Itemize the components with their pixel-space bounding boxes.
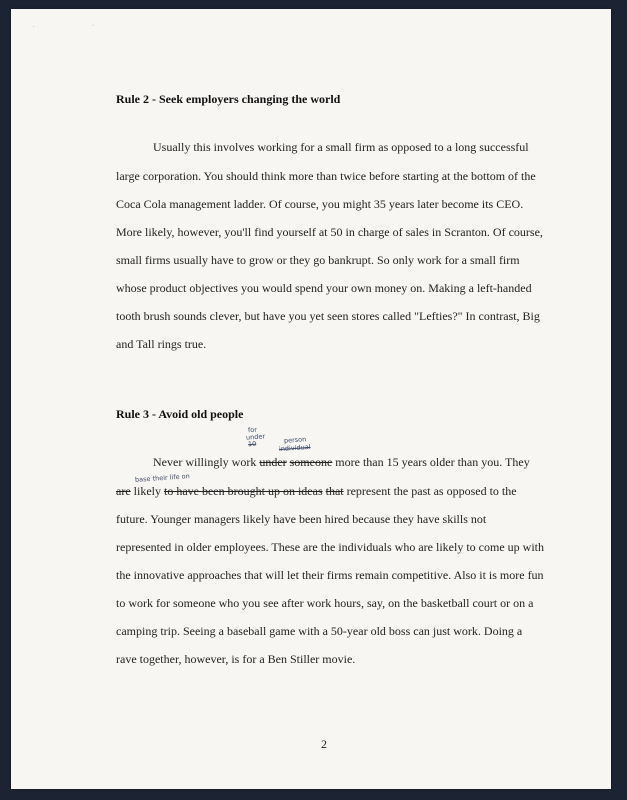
handwritten-note: person [283,435,307,445]
paragraph-line: Coca Cola management ladder. Of course, you might 35 years later become its CEO. [116,197,524,211]
paragraph-line: and Tall rings true. [116,337,207,351]
paragraph-line: rave together, however, is for a Ben Stiller movie. [116,652,356,666]
struck-text: someone [289,455,333,469]
paragraph-line: future. Younger managers likely have been hired because they have skills not [116,512,487,526]
handwritten-note: 10 [247,439,257,449]
paragraph-line: camping trip. Seeing a baseball game with a 50-year old boss can just work. Doing a [116,624,523,638]
paragraph-line: Usually this involves working for a small firm as opposed to a long successful [153,140,529,154]
paragraph-line: large corporation. You should think more than twice before starting at the bottom of the [116,169,536,183]
handwritten-note: base their life on [134,472,191,484]
section-heading-rule-3: Rule 3 - Avoid old people [116,407,244,421]
paragraph-line: tooth brush sounds clever, but have you yet seen stores called "Lefties?" In contrast, Big [116,309,540,323]
page-number: 2 [321,737,327,751]
struck-text: are [116,484,131,498]
document-page [11,9,611,789]
paragraph-line: are likely to have been brought up on ideas that represent the past as opposed to the [116,484,517,498]
paragraph-line: the innovative approaches that will let their firms remain competitive. Also it is more fun [116,568,544,582]
paragraph-line: represented in older employees. These are the individuals who are likely to come up with [116,540,544,554]
struck-text: to have been brought up on ideas [163,484,323,498]
paragraph-line: whose product objectives you would spend your own money on. Making a left-handed [116,281,532,295]
struck-text: that [325,484,344,498]
paragraph-line: to work for someone who you see after work hours, say, on the basketball court or on a [116,596,534,610]
handwritten-note: individual [278,442,311,454]
struck-text: under [259,455,287,469]
handwritten-note: under [245,432,266,442]
handwritten-note: for [247,425,258,435]
paragraph-line: More likely, however, you'll find yourself at 50 in charge of sales in Scranton. Of course, [116,225,543,239]
paragraph-line: small firms usually have to grow or they go bankrupt. So only work for a small firm [116,253,520,267]
section-heading-rule-2: Rule 2 - Seek employers changing the world [116,92,341,106]
margin-marks: . · [33,23,122,29]
paragraph-line: Never willingly work under someone more than 15 years older than you. They [153,455,530,469]
